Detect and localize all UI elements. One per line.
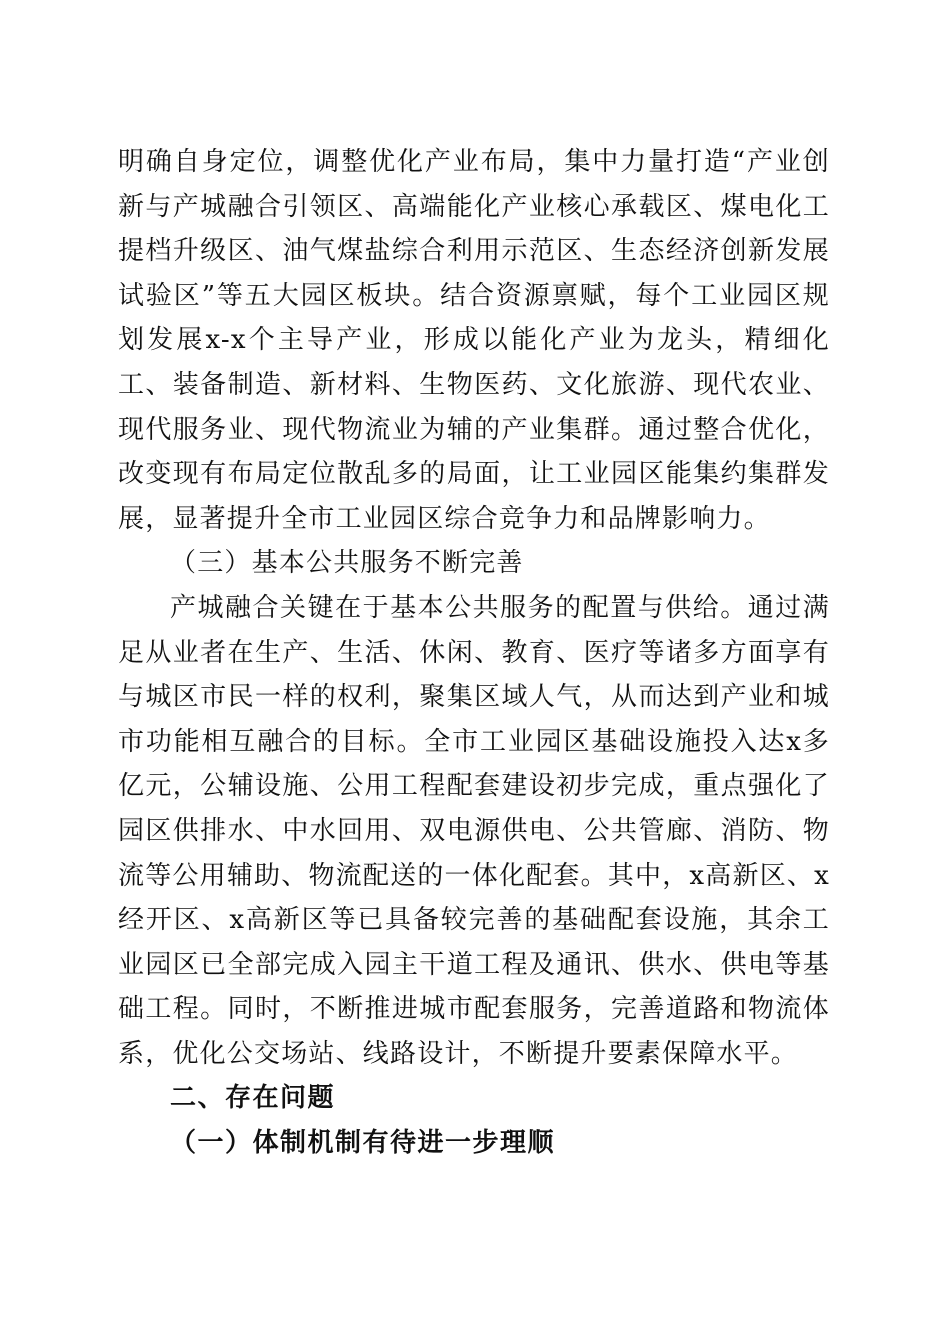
section-heading-problems: 二、存在问题 [170,1083,336,1114]
body-paragraph-public-services: 产城融合关键在于基本公共服务的配置与供给。通过满足从业者在生产、生活、休闲、教育、医疗等诸多方面享有与城区市民一样的权利，聚集区域人气，从而达到产业和城市功能相互融合的目标。全市工业园区基础设施投入达x多亿元，公辅设施、公用工程配套建设初步完成，重点强化了园区供排水、中水回用、双电源供电、公共管廊、消防、物流等公用辅助、物流配送的一体化配套。其中，x高新区、x经开区、x高新区等已具备较完善的基础配套设施，其余工业园区已全部完成入园主干道工程及通讯、供水、供电等基础工程。同时，不断推进城市配套服务，完善道路和物流体系，优化公交场站、线路设计，不断提升要素保障水平。 [118,592,830,1069]
document-body [118,140,830,1166]
body-paragraph-industrial-layout: 明确自身定位，调整优化产业布局，集中力量打造“产业创新与产城融合引领区、高端能化产业核心承载区、煤电化工提档升级区、油气煤盐综合利用示范区、生态经济创新发展试验区”等五大园区板块。结合资源禀赋，每个工业园区规划发展x-x个主导产业，形成以能化产业为龙头，精细化工、装备制造、新材料、生物医药、文化旅游、现代农业、现代服务业、现代物流业为辅的产业集群。通过整合优化，改变现有布局定位散乱多的局面，让工业园区能集约集群发展，显著提升全市工业园区综合竞争力和品牌影响力。 [118,147,830,534]
subheading-public-services: （三）基本公共服务不断完善 [170,548,524,579]
subheading-institutional-mechanism: （一）体制机制有待进一步理顺 [170,1128,556,1159]
